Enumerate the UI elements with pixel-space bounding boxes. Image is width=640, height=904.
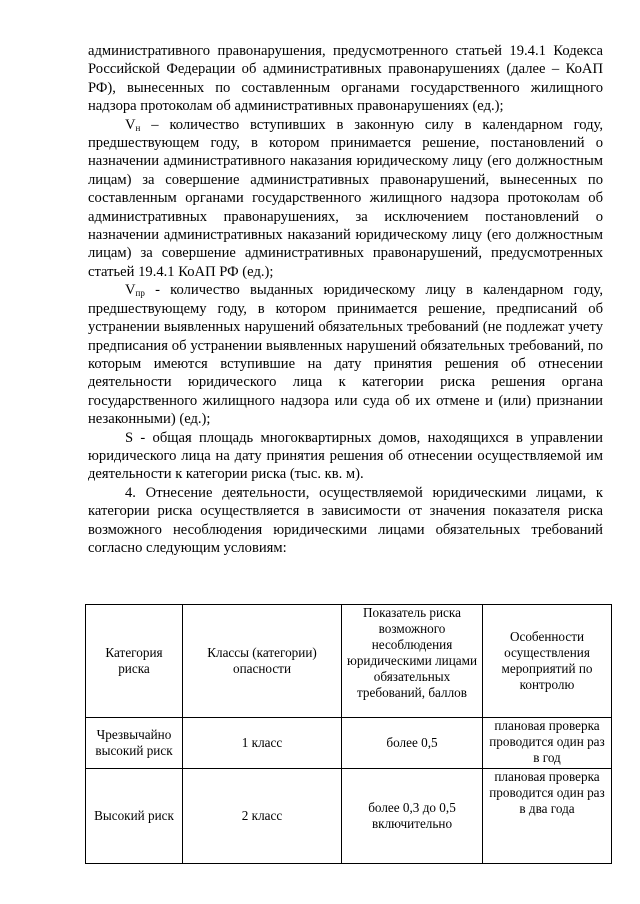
cell-risk-category: Высокий риск [86, 769, 183, 864]
paragraph-vn-definition [88, 116, 603, 282]
vpr-symbol: V [125, 282, 136, 299]
cell-risk-indicator: более 0,5 [342, 718, 483, 769]
header-risk-indicator: Показатель риска возможного несоблюдения юридическими лицами обязательных требований, баллов [342, 605, 483, 718]
paragraph-continuation: административного правонарушения, предусмотренного статьей 19.4.1 Кодекса Российской Федерации об административных правонарушениях (далее – КоАП РФ), вынесенных по составленным органами государственного жилищного надзора протоколам об административных правонарушениях (ед.); [88, 43, 603, 115]
paragraph-item-4: 4. Отнесение деятельности, осуществляемой юридическими лицами, к категории риска осуществляется в зависимости от значения показателя риска возможного несоблюдения юридическими лицами обязательных требований согласно следующим условиям: [88, 484, 603, 556]
risk-category-table [85, 604, 612, 864]
header-hazard-class: Классы (категории) опасности [183, 605, 342, 718]
table-row [86, 769, 612, 864]
table-row [86, 718, 612, 769]
header-risk-category: Категория риска [86, 605, 183, 718]
document-page [88, 42, 603, 557]
cell-risk-category: Чрезвычайно высокий риск [86, 718, 183, 769]
paragraph-s-definition: S - общая площадь многоквартирных домов, находящихся в управлении юридического лица на дату принятия решения об отнесении осуществляемой им деятельности к категории риска (тыс. кв. м). [88, 429, 603, 483]
cell-hazard-class: 1 класс [183, 718, 342, 769]
cell-control-features: плановая проверка проводится один раз в год [483, 718, 612, 769]
vn-symbol: V [125, 116, 136, 133]
vpr-text: - количество выданных юридическому лицу в календарном году, предшествующему году, в котором принимается решение, предписаний об устранении выявленных нарушений обязательных требований (не подлежат учету предписания об устранении выявленных нарушений обязательных требований, по которым имеются вступившие на дату принятия решения об отнесении деятельности юридического лица к категории риска решения органа государственного жилищного надзора или суда об их отмене и (или) признании незаконными) (ед.); [88, 282, 603, 428]
cell-hazard-class: 2 класс [183, 769, 342, 864]
vn-subscript: н [135, 122, 141, 133]
cell-risk-indicator: более 0,3 до 0,5 включительно [342, 769, 483, 864]
vpr-subscript: пр [135, 288, 145, 299]
vn-text: – количество вступивших в законную силу в календарном году, предшествующем году, в котором принимается решение, постановлений о назначении административного наказания юридическому лицу (его должностным лицам) за совершение административных правонарушений, вынесенных по составленным органами государственного жилищного надзора протоколам об административных правонарушениях, за исключением постановлений о назначении административных наказаний юридическому лицу (его должностным лицам) за совершение административных правонарушений, предусмотренных статьей 19.4.1 КоАП РФ (ед.); [88, 116, 603, 280]
header-control-features: Особенности осуществления мероприятий по контролю [483, 605, 612, 718]
table-header-row [86, 605, 612, 718]
paragraph-vpr-definition [88, 281, 603, 428]
cell-control-features: плановая проверка проводится один раз в два года [483, 769, 612, 864]
